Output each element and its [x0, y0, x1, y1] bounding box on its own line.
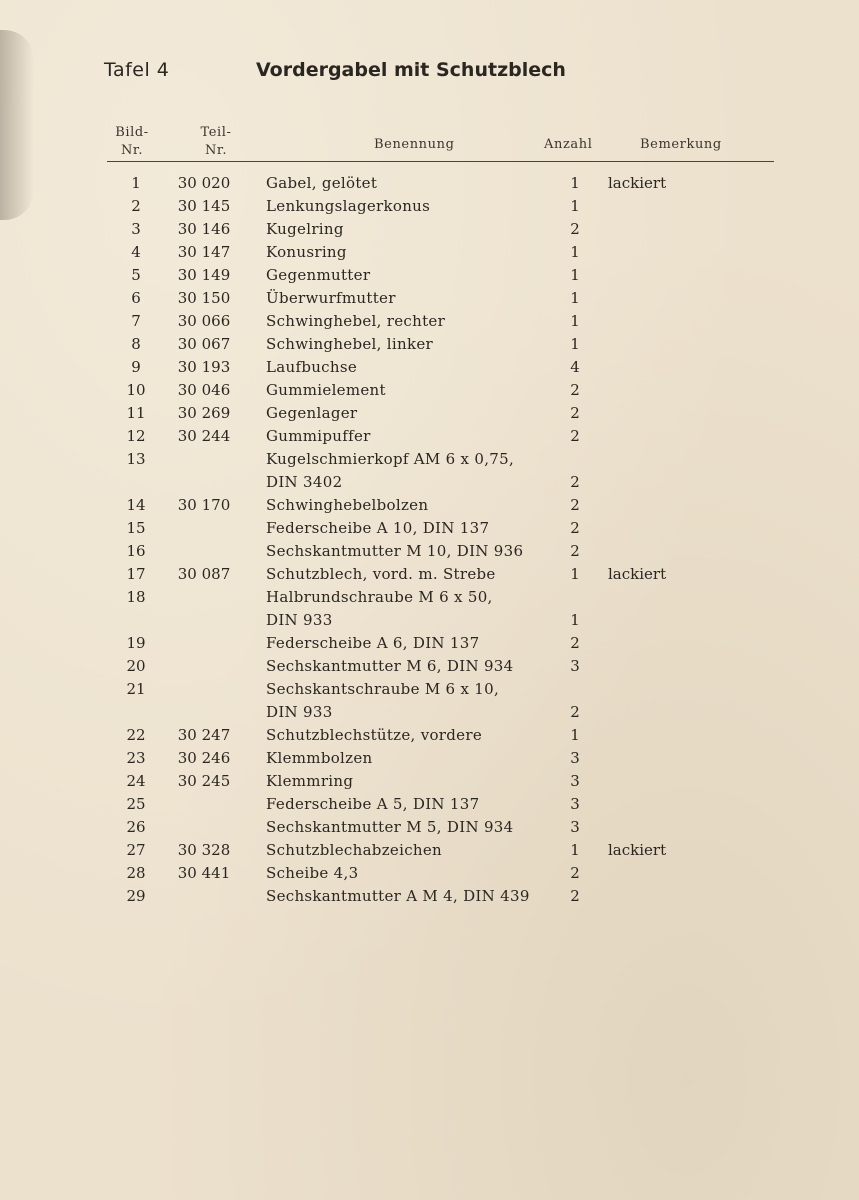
anzahl-cell: 2	[570, 542, 580, 560]
benennung-cell: Sechskantmutter A M 4, DIN 439	[266, 887, 530, 905]
table-row	[0, 402, 859, 425]
bild-nr-cell: 14	[126, 496, 146, 514]
benennung-cell: Sechskantmutter M 5, DIN 934	[266, 818, 514, 836]
table-row	[0, 862, 859, 885]
anzahl-cell: 2	[570, 427, 580, 445]
table-row	[0, 333, 859, 356]
table-row	[0, 770, 859, 793]
anzahl-cell: 1	[570, 243, 580, 261]
benennung-cell: Gummielement	[266, 381, 386, 399]
table-row	[0, 632, 859, 655]
anzahl-cell: 1	[570, 197, 580, 215]
table-row	[0, 701, 859, 724]
anzahl-cell: 3	[570, 657, 580, 675]
table-row	[0, 678, 859, 701]
anzahl-cell: 2	[570, 887, 580, 905]
table-row	[0, 563, 859, 586]
benennung-cell: Sechskantschraube M 6 x 10,	[266, 680, 500, 698]
bild-nr-cell: 3	[131, 220, 141, 238]
teil-nr-cell: 30 328	[177, 841, 231, 859]
bild-nr-cell: 6	[131, 289, 141, 307]
bild-nr-cell: 16	[126, 542, 146, 560]
bemerkung-cell: lackiert	[608, 841, 667, 859]
anzahl-cell: 1	[570, 565, 580, 583]
bild-nr-cell: 26	[126, 818, 146, 836]
benennung-cell: Gabel, gelötet	[266, 174, 378, 192]
anzahl-cell: 2	[570, 519, 580, 537]
benennung-cell: Lenkungslagerkonus	[266, 197, 431, 215]
teil-nr-cell: 30 149	[177, 266, 231, 284]
table-row	[0, 287, 859, 310]
teil-nr-cell: 30 269	[177, 404, 231, 422]
anzahl-cell: 1	[570, 266, 580, 284]
anzahl-cell: 1	[570, 289, 580, 307]
bild-nr-cell: 11	[126, 404, 146, 422]
anzahl-cell: 2	[570, 703, 580, 721]
bild-nr-cell: 18	[126, 588, 146, 606]
bild-nr-cell: 22	[126, 726, 146, 744]
bild-nr-cell: 24	[126, 772, 146, 790]
anzahl-cell: 1	[570, 312, 580, 330]
teil-nr-cell: 30 066	[177, 312, 231, 330]
teil-nr-cell: 30 441	[177, 864, 231, 882]
benennung-cell: DIN 933	[266, 703, 333, 721]
bild-nr-cell: 28	[126, 864, 146, 882]
benennung-cell: Federscheibe A 5, DIN 137	[266, 795, 480, 813]
table-row	[0, 425, 859, 448]
bild-nr-cell: 17	[126, 565, 146, 583]
teil-nr-cell: 30 150	[177, 289, 231, 307]
benennung-cell: Gegenmutter	[266, 266, 371, 284]
anzahl-cell: 2	[570, 381, 580, 399]
bild-nr-cell: 9	[131, 358, 141, 376]
teil-nr-cell: 30 067	[177, 335, 231, 353]
teil-nr-cell: 30 147	[177, 243, 231, 261]
teil-nr-cell: 30 246	[177, 749, 231, 767]
table-row	[0, 655, 859, 678]
anzahl-cell: 2	[570, 496, 580, 514]
bild-nr-cell: 20	[126, 657, 146, 675]
table-row	[0, 471, 859, 494]
anzahl-cell: 3	[570, 795, 580, 813]
benennung-cell: Schwinghebelbolzen	[266, 496, 429, 514]
anzahl-cell: 2	[570, 404, 580, 422]
benennung-cell: Überwurfmutter	[266, 289, 396, 307]
table-row	[0, 885, 859, 908]
bild-nr-cell: 4	[131, 243, 141, 261]
table-row	[0, 839, 859, 862]
benennung-cell: Schutzblech, vord. m. Strebe	[266, 565, 496, 583]
anzahl-cell: 1	[570, 841, 580, 859]
teil-nr-cell: 30 244	[177, 427, 231, 445]
table-row	[0, 195, 859, 218]
column-header-teil-nr: Teil- Nr.	[200, 125, 232, 158]
column-header-bild-nr: Bild- Nr.	[115, 125, 149, 158]
benennung-cell: Sechskantmutter M 10, DIN 936	[266, 542, 524, 560]
bild-nr-cell: 13	[126, 450, 146, 468]
column-header-anzahl: Anzahl	[544, 137, 593, 152]
table-row	[0, 264, 859, 287]
table-row	[0, 379, 859, 402]
benennung-cell: Kugelschmierkopf AM 6 x 0,75,	[266, 450, 515, 468]
table-row	[0, 609, 859, 632]
benennung-cell: Klemmbolzen	[266, 749, 373, 767]
teil-nr-cell: 30 087	[177, 565, 231, 583]
teil-nr-cell: 30 145	[177, 197, 231, 215]
benennung-cell: Schwinghebel, linker	[266, 335, 433, 353]
bemerkung-cell: lackiert	[608, 565, 667, 583]
benennung-cell: Schutzblechabzeichen	[266, 841, 442, 859]
column-header-bemerkung: Bemerkung	[640, 137, 722, 152]
table-row	[0, 540, 859, 563]
anzahl-cell: 3	[570, 749, 580, 767]
header-divider	[107, 161, 774, 162]
benennung-cell: Federscheibe A 6, DIN 137	[266, 634, 480, 652]
table-row	[0, 494, 859, 517]
teil-nr-cell: 30 020	[177, 174, 231, 192]
benennung-cell: Schwinghebel, rechter	[266, 312, 446, 330]
teil-nr-cell: 30 046	[177, 381, 231, 399]
parts-table-body	[0, 172, 859, 908]
table-row	[0, 816, 859, 839]
table-row	[0, 241, 859, 264]
teil-nr-cell: 30 170	[177, 496, 231, 514]
benennung-cell: Gummipuffer	[266, 427, 371, 445]
benennung-cell: Scheibe 4,3	[266, 864, 359, 882]
bild-nr-cell: 19	[126, 634, 146, 652]
table-row	[0, 586, 859, 609]
table-row	[0, 310, 859, 333]
plate-number: Tafel 4	[104, 59, 170, 81]
benennung-cell: Schutzblechstütze, vordere	[266, 726, 482, 744]
bild-nr-cell: 27	[126, 841, 146, 859]
column-header-benennung: Benennung	[374, 137, 455, 152]
table-row	[0, 356, 859, 379]
benennung-cell: Halbrundschraube M 6 x 50,	[266, 588, 493, 606]
bild-nr-cell: 21	[126, 680, 146, 698]
benennung-cell: DIN 3402	[266, 473, 343, 491]
anzahl-cell: 3	[570, 772, 580, 790]
anzahl-cell: 1	[570, 335, 580, 353]
teil-nr-cell: 30 245	[177, 772, 231, 790]
table-row	[0, 172, 859, 195]
table-row	[0, 793, 859, 816]
bild-nr-cell: 29	[126, 887, 146, 905]
benennung-cell: Federscheibe A 10, DIN 137	[266, 519, 490, 537]
bild-nr-cell: 7	[131, 312, 141, 330]
teil-nr-cell: 30 146	[177, 220, 231, 238]
bild-nr-cell: 5	[131, 266, 141, 284]
table-row	[0, 747, 859, 770]
anzahl-cell: 4	[570, 358, 580, 376]
benennung-cell: DIN 933	[266, 611, 333, 629]
anzahl-cell: 3	[570, 818, 580, 836]
bild-nr-cell: 8	[131, 335, 141, 353]
anzahl-cell: 1	[570, 726, 580, 744]
benennung-cell: Klemmring	[266, 772, 354, 790]
anzahl-cell: 2	[570, 864, 580, 882]
teil-nr-cell: 30 193	[177, 358, 231, 376]
anzahl-cell: 2	[570, 220, 580, 238]
bild-nr-cell: 25	[126, 795, 146, 813]
table-row	[0, 218, 859, 241]
bild-nr-cell: 1	[131, 174, 141, 192]
page-title: Vordergabel mit Schutzblech	[256, 59, 566, 81]
anzahl-cell: 2	[570, 634, 580, 652]
teil-nr-cell: 30 247	[177, 726, 231, 744]
table-row	[0, 517, 859, 540]
table-row	[0, 448, 859, 471]
bemerkung-cell: lackiert	[608, 174, 667, 192]
bild-nr-cell: 10	[126, 381, 146, 399]
anzahl-cell: 1	[570, 611, 580, 629]
benennung-cell: Sechskantmutter M 6, DIN 934	[266, 657, 514, 675]
benennung-cell: Kugelring	[266, 220, 344, 238]
benennung-cell: Konusring	[266, 243, 347, 261]
table-row	[0, 724, 859, 747]
anzahl-cell: 1	[570, 174, 580, 192]
bild-nr-cell: 2	[131, 197, 141, 215]
benennung-cell: Gegenlager	[266, 404, 358, 422]
bild-nr-cell: 15	[126, 519, 146, 537]
bild-nr-cell: 23	[126, 749, 146, 767]
bild-nr-cell: 12	[126, 427, 146, 445]
benennung-cell: Laufbuchse	[266, 358, 358, 376]
anzahl-cell: 2	[570, 473, 580, 491]
